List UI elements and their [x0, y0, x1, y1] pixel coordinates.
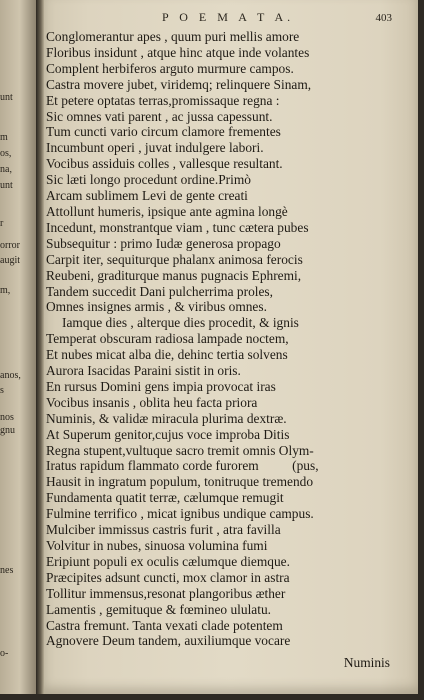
verse-line: Omnes insignes armis , & viribus omnes.: [46, 299, 267, 315]
page-number: 403: [375, 12, 392, 24]
verse-line: Volvitur in nubes, sinuosa volumina fumi: [46, 538, 268, 553]
verse-line: Mulciber immissus castris furit , atra favilla: [46, 522, 281, 538]
running-head: P O E M A T A.: [162, 10, 295, 24]
margin-fragment: m: [0, 132, 8, 143]
verse-line: At Superum genitor,cujus voce improba Ditis: [46, 426, 290, 442]
verse-line: Castra movere jubet, viridemq; relinquere Sinam,: [46, 76, 312, 92]
margin-fragment: unt: [0, 180, 13, 191]
verse-line: Tollitur immensus,resonat plangoribus æther: [46, 585, 286, 601]
verse-line: Lamentis , gemituque & fœmineo ululatu.: [46, 601, 271, 617]
verse-line: Vocibus insanis , oblita heu facta priora: [46, 394, 258, 410]
bottom-edge: [0, 694, 424, 700]
verse-line: Castra fremunt. Tanta vexati clade potentem: [46, 617, 283, 633]
verse-line: Incumbunt operi , juvat indulgere labori.: [46, 140, 264, 156]
margin-fragment: unt: [0, 92, 13, 103]
verse-line: Fulmine terrifico , micat ignibus undique campus.: [46, 506, 314, 522]
previous-page-edge: [0, 0, 36, 700]
book-gutter: [36, 0, 44, 700]
verse-line: Tandem succedit Dani pulcherrima proles,: [46, 283, 273, 299]
verse-line: Reubeni, graditurque manus pugnacis Ephremi,: [46, 267, 302, 283]
verse-line: Et nubes micat alba die, dehinc tertia solvens: [46, 347, 288, 363]
verse-line: Aurora Isacidas Paraini sistit in oris.: [46, 363, 241, 379]
verse-line: Vocibus assiduis colles , vallesque resultant.: [46, 156, 283, 172]
verse-line: Tum cuncti vario circum clamore frementes: [46, 124, 281, 140]
margin-fragment: orror: [0, 240, 20, 251]
verse-line: Arcam sublimem Levi de gente creati: [46, 188, 248, 204]
verse-line: Incedunt, monstrantque viam , tunc cætera pubes: [46, 219, 309, 235]
margin-fragment: nos: [0, 412, 14, 423]
verse-line: Subsequitur : primo Iudæ generosa propago: [46, 235, 281, 251]
verse-line: Temperat obscuram radiosa lampade noctem,: [46, 331, 289, 347]
verse-line: En rursus Domini gens impia provocat iras: [46, 378, 276, 394]
margin-fragment: augit: [0, 255, 20, 266]
margin-fragment: na,: [0, 164, 12, 175]
margin-fragment: m,: [0, 285, 11, 296]
margin-fragment: o-: [0, 648, 9, 659]
verse-line: Fundamenta quatit terræ, cælumque remugit: [46, 490, 284, 506]
verse-line: Iratus rapidum flammato corde furorem (pus,: [46, 458, 319, 474]
verse-line: Præcipites adsunt cuncti, mox clamor in astra: [46, 569, 290, 585]
margin-fragment: nes: [0, 565, 14, 576]
verse-line: Eripiunt populi ex oculis cælumque diemque.: [46, 553, 290, 569]
verse-line: Hausit in ingratum populum, tonitruque tremendo: [46, 474, 314, 490]
margin-fragment: s: [0, 385, 4, 396]
verse-line: Et petere optatas terras,promissaque regna :: [46, 92, 280, 108]
right-edge: [418, 0, 424, 700]
verse-line: Attollunt humeris, ipsique ante agmina longè: [46, 203, 288, 219]
verse-line: Agnovere Deum tandem, auxiliumque vocare: [46, 633, 291, 649]
verse-line: Numinis, & validæ miracula plurima dextræ.: [46, 410, 287, 426]
book-page: [44, 0, 418, 694]
verse-line: Complent herbiferos arguto murmure campos.: [46, 60, 294, 76]
verse-line: Iamque dies , alterque dies procedit, & ignis: [62, 315, 299, 331]
catchword: Numinis: [343, 655, 390, 670]
verse-line: Sic læti longo procedunt ordine.Primò: [46, 172, 251, 188]
verse-line: Conglomerantur apes , quum puri mellis amore: [46, 29, 300, 44]
verse-block: [46, 29, 412, 649]
margin-fragment: anos,: [0, 370, 21, 381]
verse-line: Carpit iter, sequiturque phalanx animosa ferocis: [46, 251, 303, 267]
margin-fragment: r: [0, 218, 4, 229]
margin-fragment: gnu: [0, 425, 15, 436]
verse-line: Floribus insidunt , atque hinc atque inde volantes: [46, 44, 310, 60]
margin-fragment: os,: [0, 148, 12, 159]
verse-line: Regna stupent,vultuque sacro tremit omnis Olym-: [46, 442, 314, 458]
verse-line: Sic omnes vati parent , ac jussa capessunt.: [46, 108, 273, 124]
